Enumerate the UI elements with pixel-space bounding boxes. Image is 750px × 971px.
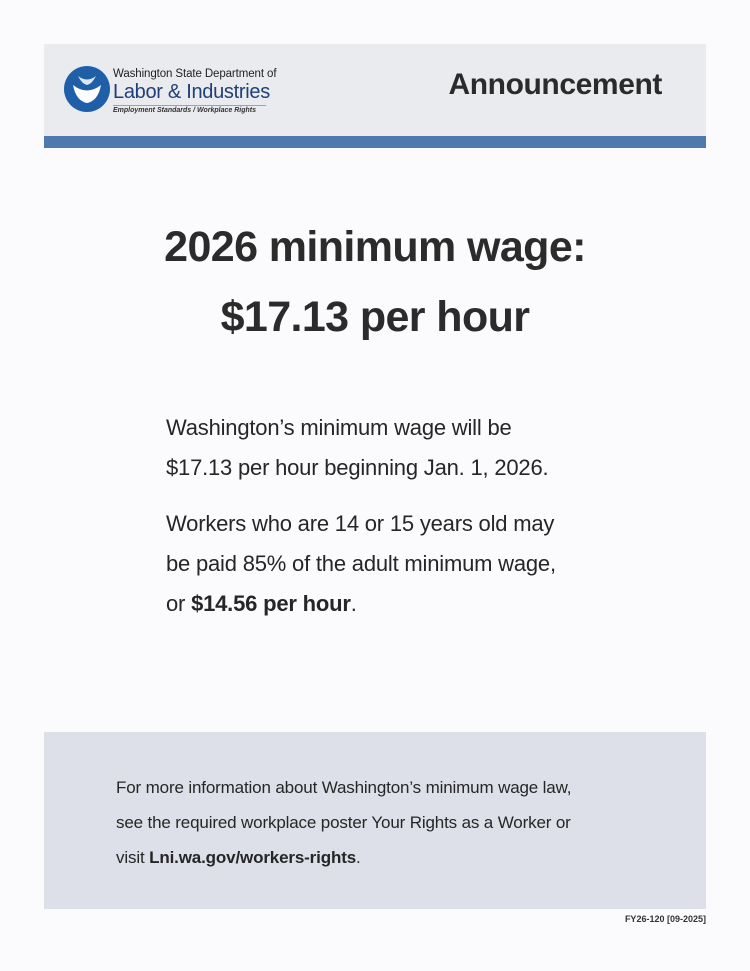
paragraph-effective-date [166,408,646,488]
info-line3-suffix: . [356,848,361,867]
paragraph1-line1: Washington’s minimum wage will be [166,415,512,440]
info-box [44,732,706,909]
paragraph2-line2: be paid 85% of the adult minimum wage, [166,551,556,576]
paragraph2-line3-suffix: . [350,591,357,616]
agency-division: Employment Standards / Workplace Rights [113,107,257,114]
info-line2: see the required workplace poster Your Rights as a Worker or [116,813,571,832]
workers-rights-link[interactable]: Lni.wa.gov/workers-rights [149,848,357,867]
youth-wage-amount: $14.56 per hour [191,591,351,616]
agency-wordmark [113,68,333,116]
paragraph1-line2: $17.13 per hour beginning Jan. 1, 2026. [166,455,549,480]
headline-line2: $17.13 per hour [220,293,530,341]
lni-logo-icon [64,66,110,112]
paragraph2-line1: Workers who are 14 or 15 years old may [166,511,555,536]
agency-name-line2: Labor & Industries [113,81,270,103]
paragraph2-line3-prefix: or [166,591,192,616]
info-line3-prefix: visit [116,848,150,867]
headline-line1: 2026 minimum wage: [164,223,586,271]
info-line1: For more information about Washington’s minimum wage law, [116,778,572,797]
body-text [166,408,646,624]
headline [44,212,706,352]
paragraph-youth-wage [166,504,646,624]
form-number: FY26-120 [09-2025] [624,914,706,924]
info-line3 [116,840,696,875]
agency-name-line1: Washington State Department of [113,68,277,80]
document-type-title: Announcement [448,68,662,101]
header-accent-bar [44,136,706,148]
header-banner [44,44,706,136]
info-text [116,770,696,875]
